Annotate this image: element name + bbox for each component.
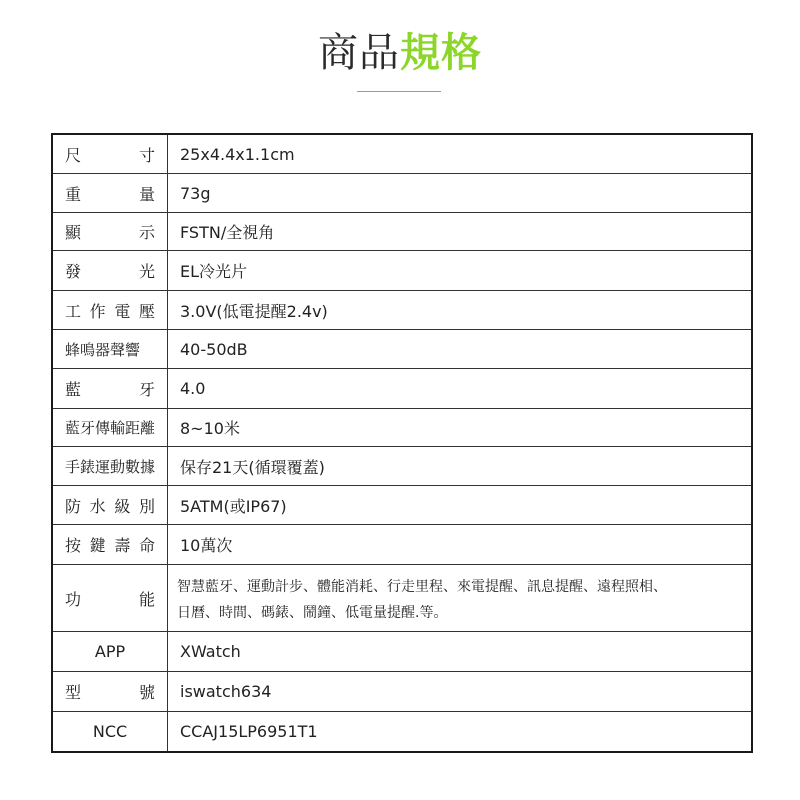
- spec-row-bluetooth: [53, 369, 751, 409]
- spec-value: 5ATM(或IP67): [180, 496, 287, 516]
- spec-label-char: 別: [138, 496, 155, 516]
- spec-label-char: 型: [65, 683, 82, 702]
- spec-row-display: [53, 213, 751, 251]
- spec-value: 73g: [180, 183, 211, 203]
- spec-value: FSTN/全視角: [180, 223, 275, 242]
- spec-label-char: 尺: [65, 145, 82, 165]
- spec-row-features: [53, 565, 751, 632]
- spec-label-char: 牙: [138, 380, 155, 399]
- spec-label-char: 電: [114, 301, 131, 321]
- spec-label-char: 按: [65, 536, 82, 555]
- spec-label-char: 顯: [65, 223, 82, 242]
- spec-row-model: [53, 672, 751, 712]
- spec-label-char: 工: [65, 301, 82, 321]
- spec-row-activity-data: [53, 447, 751, 486]
- spec-label: [53, 174, 168, 212]
- spec-row-backlight: [53, 251, 751, 291]
- spec-label-char: 發: [65, 262, 82, 281]
- spec-label-char: 光: [138, 262, 155, 281]
- spec-value: 25x4.4x1.1cm: [180, 144, 295, 164]
- spec-label-char: 能: [138, 589, 155, 609]
- spec-value: 10萬次: [180, 536, 233, 555]
- spec-value: 40-50dB: [180, 339, 248, 359]
- spec-label: [53, 486, 168, 524]
- spec-value: 3.0V(低電提醒2.4v): [180, 301, 328, 321]
- spec-label-char: 寸: [138, 145, 155, 165]
- spec-value: iswatch634: [180, 682, 272, 701]
- features-line-1: 智慧藍牙、運動計步、體能消耗、行走里程、來電提醒、訊息提醒、遠程照相、: [177, 579, 667, 595]
- spec-label-char: 命: [138, 536, 155, 555]
- title-underline: [357, 91, 441, 92]
- spec-label: [53, 565, 168, 631]
- spec-label: [53, 135, 168, 173]
- spec-label-char: 號: [138, 683, 155, 702]
- spec-label: [53, 525, 168, 564]
- spec-value: XWatch: [180, 642, 241, 661]
- spec-label: APP: [53, 632, 168, 671]
- title-part-2: 規格: [400, 30, 482, 76]
- spec-value: 保存21天(循環覆蓋): [180, 457, 325, 477]
- spec-value: CCAJ15LP6951T1: [180, 722, 318, 741]
- spec-label: 手錶運動數據: [53, 447, 168, 485]
- page-title: [0, 26, 800, 80]
- spec-value: 8~10米: [180, 419, 240, 438]
- spec-row-buzzer: [53, 330, 751, 369]
- spec-row-bt-range: [53, 409, 751, 447]
- spec-row-size: [53, 135, 751, 174]
- spec-row-waterproof: [53, 486, 751, 525]
- spec-value: 4.0: [180, 379, 206, 398]
- spec-row-app: [53, 632, 751, 672]
- spec-label: [53, 369, 168, 408]
- spec-row-weight: [53, 174, 751, 213]
- spec-label-char: 級: [114, 496, 131, 516]
- spec-label-char: 水: [89, 496, 106, 516]
- spec-row-button-life: [53, 525, 751, 565]
- spec-label-char: 壓: [138, 301, 155, 321]
- spec-label: 藍牙傳輸距離: [53, 409, 168, 446]
- spec-row-ncc: [53, 712, 751, 751]
- spec-label-char: 鍵: [89, 536, 106, 555]
- spec-row-voltage: [53, 291, 751, 330]
- spec-value: [168, 565, 751, 631]
- spec-label: [53, 291, 168, 329]
- spec-label: [53, 251, 168, 290]
- spec-table: [51, 133, 753, 753]
- spec-label-char: 防: [65, 496, 82, 516]
- spec-label-char: 示: [138, 223, 155, 242]
- spec-label: [53, 672, 168, 711]
- spec-label-char: 量: [138, 184, 155, 204]
- title-part-1: 商品: [318, 30, 400, 76]
- spec-label: 蜂鳴器聲響: [53, 330, 168, 368]
- spec-label-char: 重: [65, 184, 82, 204]
- spec-label-char: 藍: [65, 380, 82, 399]
- features-line-2: 日曆、時間、碼錶、鬧鐘、低電量提醒.等。: [177, 605, 448, 621]
- spec-label: NCC: [53, 712, 168, 751]
- spec-label: [53, 213, 168, 250]
- spec-label-char: 作: [89, 301, 106, 321]
- spec-value: EL冷光片: [180, 262, 248, 281]
- spec-label-char: 功: [65, 589, 82, 609]
- spec-label-char: 壽: [114, 536, 131, 555]
